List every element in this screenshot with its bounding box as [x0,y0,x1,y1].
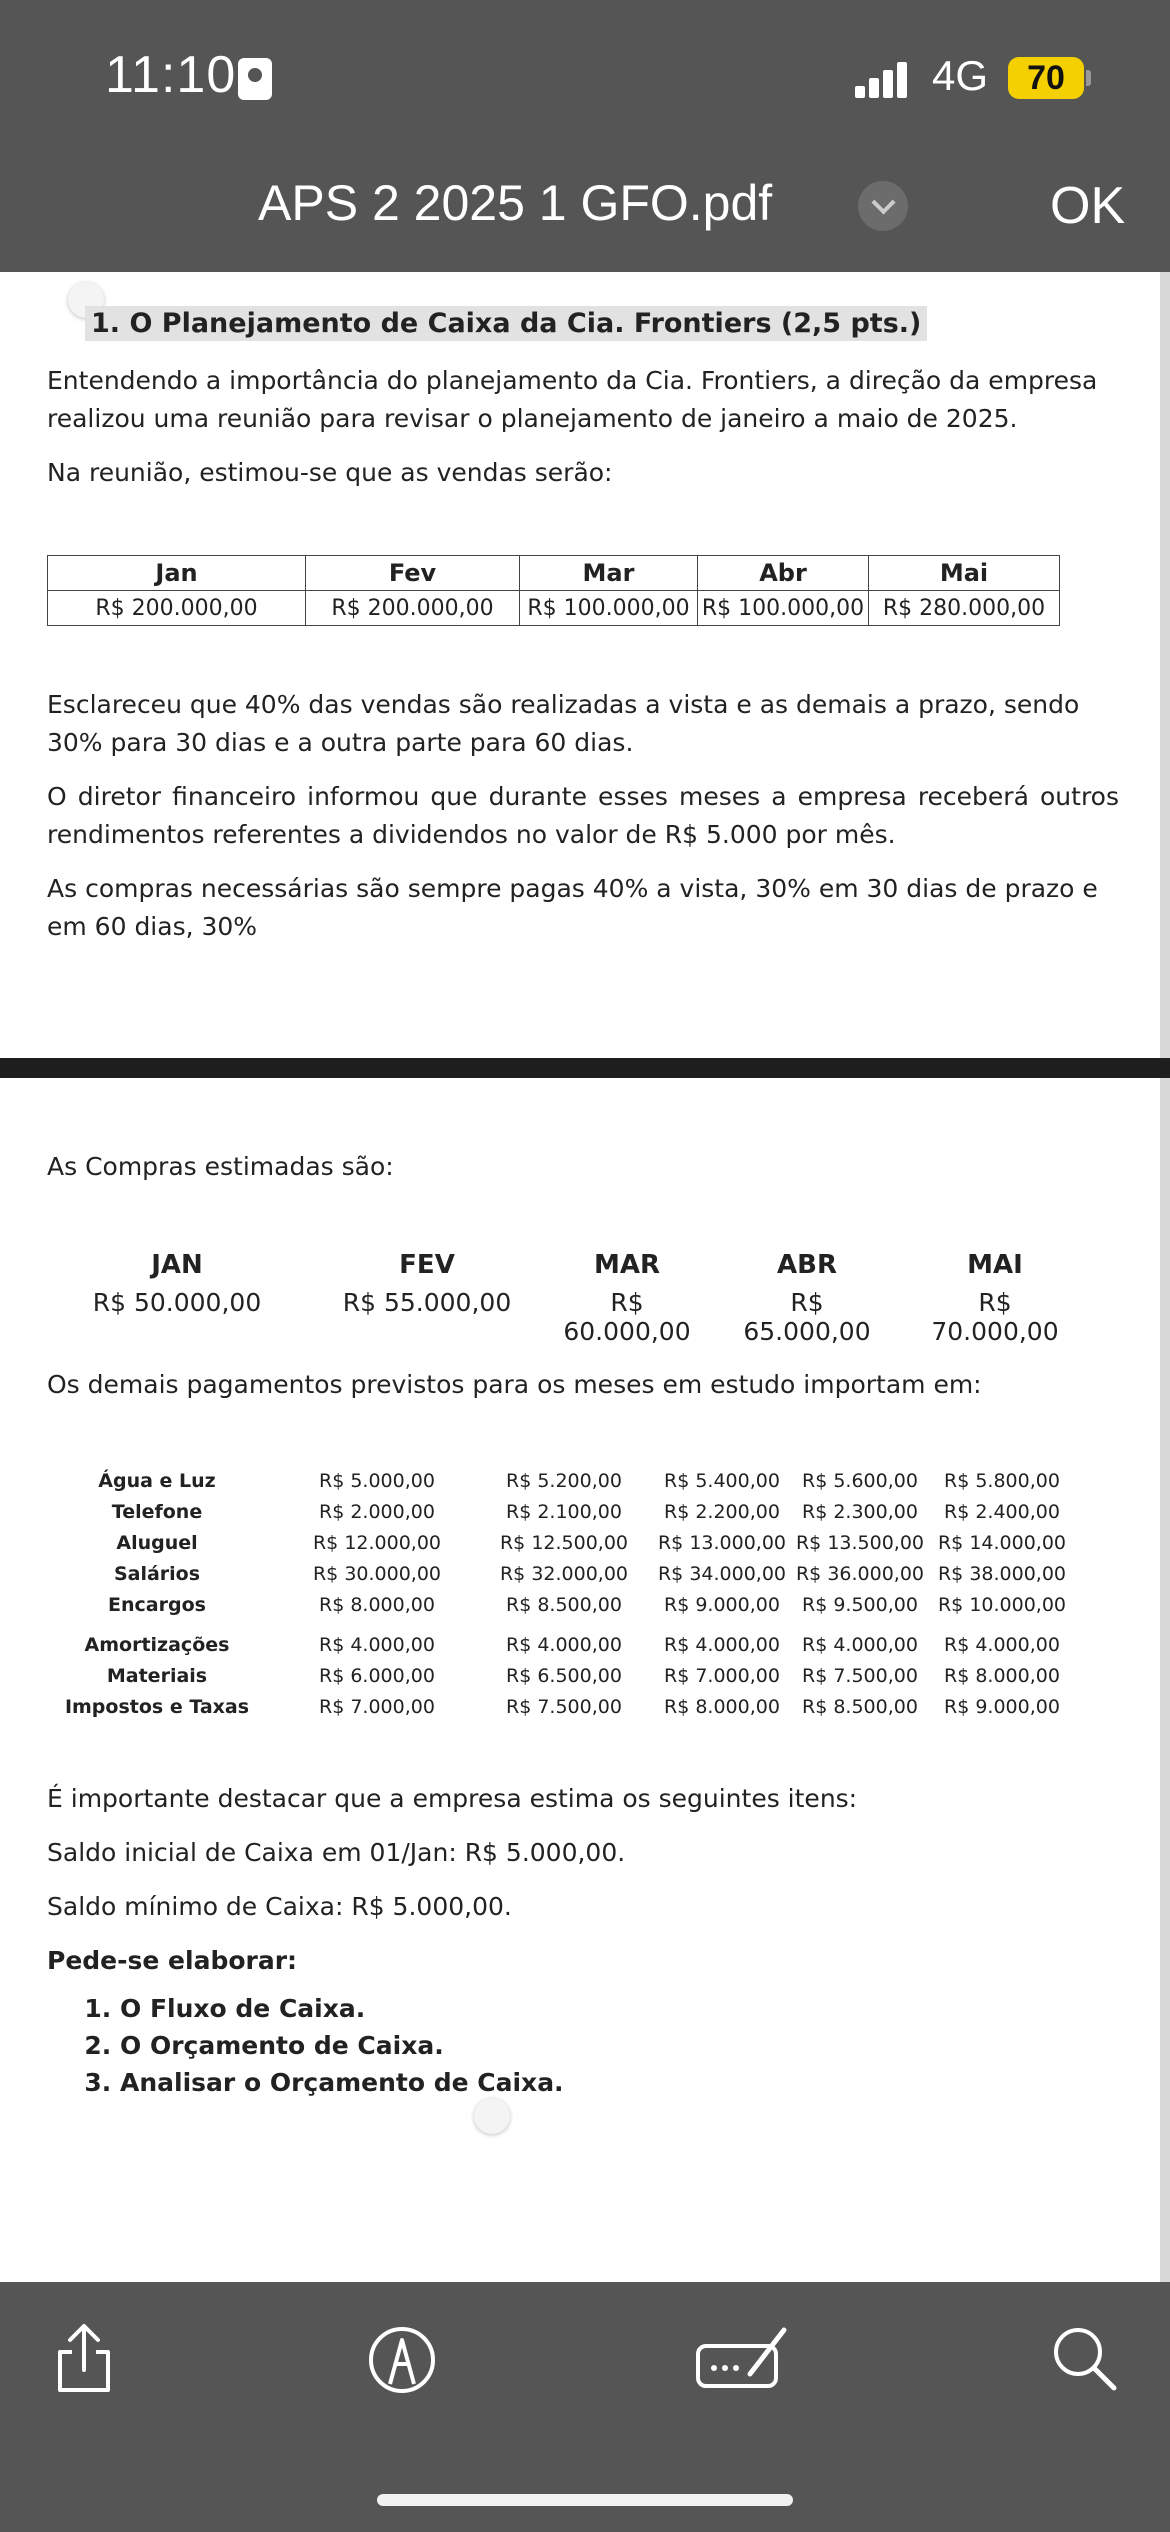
table-row [47,1532,1127,1563]
payment-value: R$ 38.000,00 [937,1563,1067,1585]
table-row [47,1563,1127,1594]
share-button[interactable] [44,2318,124,2398]
payment-value: R$ 32.000,00 [499,1563,629,1585]
payment-value: R$ 5.200,00 [506,1470,622,1492]
payments-title: Os demais pagamentos previstos para os meses em estudo importam em: [47,1370,982,1399]
sales-month: Fev [306,556,520,591]
compras-value: R$ 65.000,00 [743,1288,871,1346]
sales-values-row [48,591,1060,626]
compras-month: MAR [593,1250,660,1280]
payment-value: R$ 34.000,00 [657,1563,787,1585]
payment-value: R$ 9.500,00 [802,1594,918,1616]
payment-value: R$ 2.200,00 [664,1501,780,1523]
sales-value: R$ 200.000,00 [306,591,520,626]
list-item: 3. Analisar o Orçamento de Caixa. [120,2064,564,2101]
network-type: 4G [932,52,989,99]
request-title: Pede-se elaborar: [47,1946,298,1975]
payment-value: R$ 2.100,00 [506,1501,622,1523]
payment-value: R$ 4.000,00 [664,1634,780,1656]
payment-value: R$ 5.600,00 [802,1470,918,1492]
payment-value: R$ 12.500,00 [499,1532,629,1554]
share-icon [44,2318,124,2398]
section-heading: 1. O Planejamento de Caixa da Cia. Frontiers (2,5 pts.) [85,306,927,341]
payment-value: R$ 4.000,00 [506,1634,622,1656]
pdf-page-1 [0,272,1160,1058]
payment-label: Água e Luz [98,1470,216,1492]
payment-value: R$ 8.500,00 [506,1594,622,1616]
sales-value: R$ 100.000,00 [698,591,869,626]
payment-value: R$ 2.000,00 [319,1501,435,1523]
table-row [47,1501,1127,1532]
sales-value: R$ 100.000,00 [520,591,698,626]
payment-value: R$ 6.500,00 [506,1665,622,1687]
search-button[interactable] [1044,2318,1124,2398]
battery-tip [1086,70,1091,86]
payment-value: R$ 7.500,00 [506,1696,622,1718]
payment-value: R$ 14.000,00 [937,1532,1067,1554]
payment-value: R$ 5.800,00 [944,1470,1060,1492]
table-row [47,1634,1127,1665]
payment-label: Aluguel [116,1532,198,1554]
payment-label: Telefone [111,1501,203,1523]
sales-month: Jan [48,556,306,591]
paragraph-sales-terms: Esclareceu que 40% das vendas são realizadas a vista e as demais a prazo, sendo 30% para 30 dias e a outra parte para 60 dias. [47,690,1080,757]
battery-indicator: 70 [1008,57,1084,99]
payment-value: R$ 4.000,00 [944,1634,1060,1656]
home-indicator[interactable] [377,2494,793,2506]
markup-button[interactable] [362,2318,442,2398]
sales-value: R$ 200.000,00 [48,591,306,626]
payment-value: R$ 2.400,00 [944,1501,1060,1523]
ok-button[interactable]: OK [1050,177,1126,235]
compras-month: ABR [777,1250,837,1280]
payment-value: R$ 12.000,00 [312,1532,442,1554]
payment-value: R$ 5.000,00 [319,1470,435,1492]
payment-label: Impostos e Taxas [64,1696,250,1718]
paragraph-intro: Entendendo a importância do planejamento da Cia. Frontiers, a direção da empresa realizou uma reunião para revisar o planejamento de janeiro a maio de 2025. [47,366,1098,433]
payment-value: R$ 13.000,00 [657,1532,787,1554]
payment-label: Encargos [108,1594,206,1616]
selection-handle-end[interactable] [474,2098,510,2134]
sales-month: Abr [698,556,869,591]
payment-value: R$ 8.000,00 [319,1594,435,1616]
table-row [47,1594,1127,1625]
saldo-minimo: Saldo mínimo de Caixa: R$ 5.000,00. [47,1892,512,1921]
payment-label: Salários [113,1563,201,1585]
estimates-title: É importante destacar que a empresa estima os seguintes itens: [47,1784,858,1813]
compras-title: As Compras estimadas são: [47,1152,394,1181]
compras-value: R$ 70.000,00 [931,1288,1059,1346]
payment-value: R$ 4.000,00 [319,1634,435,1656]
payment-value: R$ 7.500,00 [802,1665,918,1687]
list-item: 1. O Fluxo de Caixa. [120,1990,564,2027]
id-badge-icon [238,58,272,100]
paragraph-sales-intro: Na reunião, estimou-se que as vendas serão: [47,458,613,487]
compras-value: R$ 60.000,00 [563,1288,691,1346]
table-row [47,1696,1127,1727]
payment-value: R$ 7.000,00 [664,1665,780,1687]
document-title[interactable]: APS 2 2025 1 GFO.pdf [258,175,773,231]
pdf-page-2 [0,1078,1160,2282]
payment-value: R$ 8.000,00 [944,1665,1060,1687]
sales-value: R$ 280.000,00 [869,591,1060,626]
markup-icon [362,2318,442,2398]
chevron-down-icon[interactable] [858,181,908,231]
compras-month: JAN [151,1250,203,1280]
payment-value: R$ 5.400,00 [664,1470,780,1492]
payment-value: R$ 30.000,00 [312,1563,442,1585]
sales-table [47,555,1060,626]
payment-value: R$ 2.300,00 [802,1501,918,1523]
payment-value: R$ 6.000,00 [319,1665,435,1687]
task-list [78,1990,564,2101]
status-time: 11:10 [105,46,237,104]
payment-value: R$ 13.500,00 [795,1532,925,1554]
signal-icon [855,58,915,98]
signature-button[interactable] [694,2318,794,2398]
payment-label: Materiais [106,1665,208,1687]
payment-value: R$ 8.000,00 [664,1696,780,1718]
signature-icon [694,2318,794,2398]
payment-label: Amortizações [84,1634,230,1656]
payment-value: R$ 9.000,00 [944,1696,1060,1718]
sales-header-row [48,556,1060,591]
payment-value: R$ 8.500,00 [802,1696,918,1718]
compras-value: R$ 55.000,00 [342,1288,512,1317]
top-bar [0,0,1170,272]
search-icon [1044,2318,1124,2398]
payment-value: R$ 36.000,00 [795,1563,925,1585]
compras-month: FEV [399,1250,455,1280]
payment-value: R$ 9.000,00 [664,1594,780,1616]
payment-value: R$ 4.000,00 [802,1634,918,1656]
sales-month: Mai [869,556,1060,591]
paragraph-purchase-terms: As compras necessárias são sempre pagas 40% a vista, 30% em 30 dias de prazo e em 60 dias, 30% [47,874,1098,941]
sales-month: Mar [520,556,698,591]
table-row [47,1470,1127,1501]
compras-month: MAI [967,1250,1023,1280]
list-item: 2. O Orçamento de Caixa. [120,2027,564,2064]
saldo-inicial: Saldo inicial de Caixa em 01/Jan: R$ 5.000,00. [47,1838,626,1867]
payment-value: R$ 7.000,00 [319,1696,435,1718]
table-row [47,1665,1127,1696]
payment-value: R$ 10.000,00 [937,1594,1067,1616]
paragraph-dividends: O diretor financeiro informou que durante esses meses a empresa receberá outros rendimentos referentes a dividendos no valor de R$ 5.000 por mês. [47,782,1119,849]
page-separator [0,1058,1170,1078]
compras-value: R$ 50.000,00 [92,1288,262,1317]
